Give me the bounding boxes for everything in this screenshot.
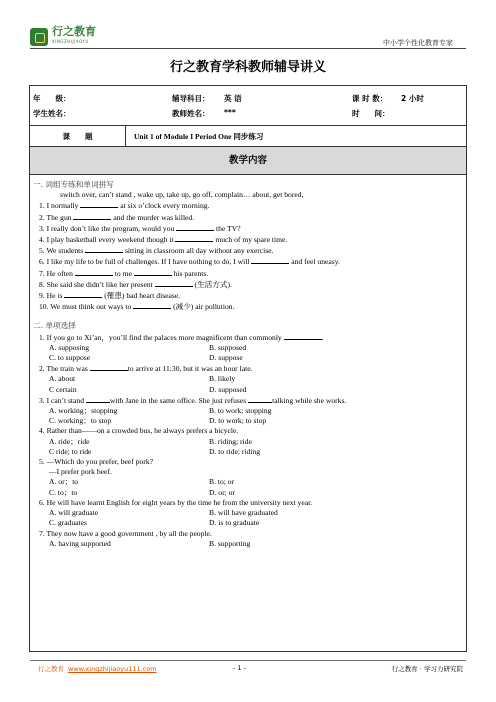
fill-item: 9. He is (罹患) bad heart disease. [39, 291, 181, 301]
logo-name: 行之教育 [52, 25, 96, 38]
options: C certain D. supposed [49, 384, 247, 394]
footer-left [38, 664, 157, 673]
logo-icon [30, 28, 48, 46]
lesson-table [29, 85, 467, 652]
footer-link[interactable]: www.xingzhijiaoyu111.com [68, 665, 157, 673]
options: A. will graduate B. will have graduated [49, 508, 278, 518]
fill-item: 3. I really don’t like the program, would you the TV? [39, 223, 241, 233]
question: 5. —Which do you prefer, beef pork? [39, 457, 153, 467]
options: C. to；to D. or; or [49, 487, 235, 497]
page-title: 行之教育学科教师辅导讲义 [169, 60, 326, 75]
topic-label: 课 题 [62, 132, 93, 141]
question: 2. The train was to arrive at 11:30, but it was an hour late. [39, 364, 253, 374]
fill-item: 2. The gun and the murder was killed. [39, 212, 195, 222]
options: A. supposing B. supposed [49, 342, 247, 352]
subject-value: 英 语 [224, 94, 242, 103]
question: 7. They now have a good government , by all the people. [39, 528, 212, 538]
fill-item: 10. We must think out ways to (减少) air pollution. [39, 302, 235, 312]
options: A. having supported B. supporting [49, 538, 251, 548]
footer-divider [30, 660, 466, 661]
column-divider [125, 126, 126, 146]
logo-subtitle: XINGZHIJIAOYU [52, 39, 89, 44]
question: 1. If you go to Xi’an，you’ll find the palaces more magnificent than commonly . [39, 332, 324, 342]
page-number: - 1 - [233, 664, 246, 672]
info-row-2 [30, 105, 466, 120]
content-title: 教学内容 [30, 147, 466, 174]
options: A. or；to B. to; or [49, 477, 235, 487]
fill-item: 4. I play basketball every weekend though it much of my spare time. [39, 235, 288, 245]
header-divider [30, 48, 466, 49]
time-label: 时 间： [352, 109, 390, 118]
footer-brand: 行之教育 [38, 665, 64, 673]
options: C ride; to ride D. to ride; riding [49, 446, 261, 456]
header-slogan: 中小学个性化教育专家 [383, 39, 453, 47]
options: C. to suppose D. suppose [49, 353, 243, 363]
hours-label: 课 时 数： [352, 94, 388, 103]
question: 6. He will have learnt English for eight years by the time he from the university next year. [39, 497, 313, 507]
subject-label: 辅导科目： [172, 94, 210, 103]
student-label: 学生姓名： [33, 109, 71, 118]
row-divider [30, 174, 466, 175]
teacher-value: *** [224, 108, 236, 117]
question: 3. I can’t stand with Jane in the same office. She just refuses talking while she works. [39, 395, 347, 405]
options: A. about B. likely [49, 374, 236, 384]
word-bank: switch over, can’t stand , wake up, take up, go off, complain… about, get bored, [60, 190, 304, 200]
options: C. graduates D. is to graduate [49, 518, 260, 528]
fill-item: 6. I like my life to be full of challenges. If I have nothing to do, I will and feel uneasy. [39, 257, 340, 267]
info-row-1 [30, 90, 466, 105]
fill-item: 5. We students sitting in classroom all day without any exercise. [39, 246, 274, 256]
exercise-body [33, 180, 462, 549]
question: 4. Rather than——on a crowded bus, he always prefers a bicycle. [39, 426, 239, 436]
teacher-label: 教师姓名： [172, 109, 210, 118]
fill-item: 7. He often to me his parents. [39, 268, 209, 278]
topic-row [30, 126, 466, 146]
section-heading: 一. 词组专练和单词拼写 [33, 180, 114, 189]
hours-value: 2 小时 [401, 94, 424, 103]
topic-value: Unit 1 of Module I Period One 同步练习 [134, 132, 264, 141]
grade-label: 年 级： [33, 94, 71, 103]
options: C. working；to stop D. to work; to stop [49, 416, 267, 426]
footer-right: 行之教育 · 学习力研究院 [391, 665, 463, 673]
options: A. working；stopping B. to work; stopping [49, 406, 272, 416]
options: A. ride；ride B. riding; ride [49, 436, 252, 446]
logo [30, 27, 96, 47]
fill-item: 8. She said she didn’t like her present (生活方式). [39, 279, 232, 289]
section-heading: 二. 单项选择 [33, 321, 76, 331]
fill-item: 1. I normally at six o’clock every morning. [39, 201, 210, 211]
question: —I prefer pork beef. [49, 467, 112, 477]
